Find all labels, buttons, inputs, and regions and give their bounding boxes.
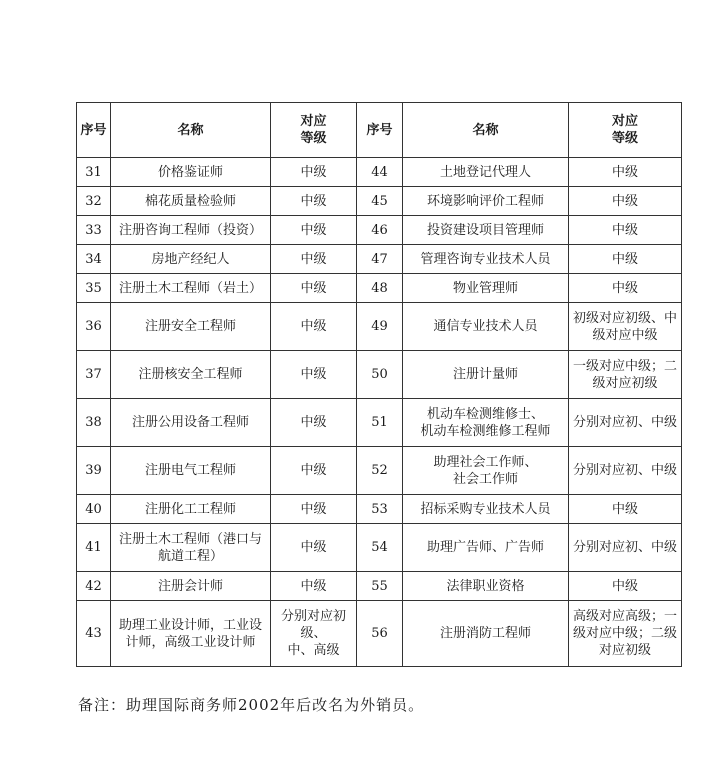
cell-name-2: 物业管理师 bbox=[403, 274, 569, 303]
cell-name-2: 机动车检测维修士、 机动车检测维修工程师 bbox=[403, 399, 569, 447]
cell-name: 注册公用设备工程师 bbox=[111, 399, 271, 447]
cell-name: 注册咨询工程师（投资） bbox=[111, 216, 271, 245]
cell-name: 注册电气工程师 bbox=[111, 447, 271, 495]
cell-index-2: 53 bbox=[357, 495, 403, 524]
cell-name: 注册土木工程师（港口与 航道工程） bbox=[111, 524, 271, 572]
cell-name-2: 助理广告师、广告师 bbox=[403, 524, 569, 572]
cell-index: 33 bbox=[77, 216, 111, 245]
cell-level-2: 分别对应初、中级 bbox=[569, 447, 682, 495]
cell-index-2: 49 bbox=[357, 303, 403, 351]
qualification-table bbox=[76, 102, 682, 667]
cell-level: 分别对应初级、 中、高级 bbox=[271, 601, 357, 667]
cell-level: 中级 bbox=[271, 524, 357, 572]
cell-name: 注册化工工程师 bbox=[111, 495, 271, 524]
cell-index-2: 50 bbox=[357, 351, 403, 399]
cell-index-2: 56 bbox=[357, 601, 403, 667]
header-level: 对应 等级 bbox=[271, 103, 357, 158]
cell-index-2: 46 bbox=[357, 216, 403, 245]
cell-level-2: 高级对应高级；一 级对应中级；二级 对应初级 bbox=[569, 601, 682, 667]
header-name: 名称 bbox=[111, 103, 271, 158]
cell-level-2: 中级 bbox=[569, 495, 682, 524]
table-row bbox=[77, 399, 682, 447]
cell-index: 39 bbox=[77, 447, 111, 495]
header-index-2: 序号 bbox=[357, 103, 403, 158]
cell-level-2: 中级 bbox=[569, 187, 682, 216]
cell-level: 中级 bbox=[271, 303, 357, 351]
cell-name-2: 通信专业技术人员 bbox=[403, 303, 569, 351]
cell-level-2: 分别对应初、中级 bbox=[569, 399, 682, 447]
table-row bbox=[77, 447, 682, 495]
table-row bbox=[77, 274, 682, 303]
cell-name-2: 投资建设项目管理师 bbox=[403, 216, 569, 245]
cell-level-2: 一级对应中级；二 级对应初级 bbox=[569, 351, 682, 399]
cell-name: 房地产经纪人 bbox=[111, 245, 271, 274]
table-row bbox=[77, 495, 682, 524]
cell-name: 助理工业设计师，工业设 计师，高级工业设计师 bbox=[111, 601, 271, 667]
cell-name-2: 土地登记代理人 bbox=[403, 158, 569, 187]
header-index: 序号 bbox=[77, 103, 111, 158]
cell-level-2: 初级对应初级、中 级对应中级 bbox=[569, 303, 682, 351]
cell-level: 中级 bbox=[271, 245, 357, 274]
table-row bbox=[77, 601, 682, 667]
cell-index: 35 bbox=[77, 274, 111, 303]
cell-index-2: 54 bbox=[357, 524, 403, 572]
header-level-2: 对应 等级 bbox=[569, 103, 682, 158]
cell-name-2: 助理社会工作师、 社会工作师 bbox=[403, 447, 569, 495]
cell-name: 价格鉴证师 bbox=[111, 158, 271, 187]
cell-name-2: 法律职业资格 bbox=[403, 572, 569, 601]
cell-level: 中级 bbox=[271, 216, 357, 245]
cell-index: 43 bbox=[77, 601, 111, 667]
cell-index-2: 51 bbox=[357, 399, 403, 447]
cell-name-2: 注册计量师 bbox=[403, 351, 569, 399]
cell-name-2: 环境影响评价工程师 bbox=[403, 187, 569, 216]
footnote: 备注：助理国际商务师2002年后改名为外销员。 bbox=[78, 696, 425, 714]
cell-index: 31 bbox=[77, 158, 111, 187]
cell-index-2: 47 bbox=[357, 245, 403, 274]
cell-level: 中级 bbox=[271, 158, 357, 187]
cell-index: 37 bbox=[77, 351, 111, 399]
table-row bbox=[77, 158, 682, 187]
table-row bbox=[77, 187, 682, 216]
cell-level-2: 中级 bbox=[569, 274, 682, 303]
cell-level: 中级 bbox=[271, 399, 357, 447]
cell-level: 中级 bbox=[271, 572, 357, 601]
cell-index: 32 bbox=[77, 187, 111, 216]
table-row bbox=[77, 351, 682, 399]
cell-name-2: 注册消防工程师 bbox=[403, 601, 569, 667]
cell-level-2: 中级 bbox=[569, 572, 682, 601]
cell-index: 41 bbox=[77, 524, 111, 572]
cell-level: 中级 bbox=[271, 187, 357, 216]
table-row bbox=[77, 303, 682, 351]
header-name-2: 名称 bbox=[403, 103, 569, 158]
cell-level: 中级 bbox=[271, 351, 357, 399]
cell-index: 42 bbox=[77, 572, 111, 601]
cell-index-2: 52 bbox=[357, 447, 403, 495]
table-row bbox=[77, 572, 682, 601]
table-body bbox=[77, 158, 682, 667]
cell-level-2: 分别对应初、中级 bbox=[569, 524, 682, 572]
cell-index-2: 44 bbox=[357, 158, 403, 187]
table-row bbox=[77, 524, 682, 572]
cell-index: 38 bbox=[77, 399, 111, 447]
cell-name: 注册会计师 bbox=[111, 572, 271, 601]
table-row bbox=[77, 245, 682, 274]
cell-level-2: 中级 bbox=[569, 216, 682, 245]
cell-level: 中级 bbox=[271, 447, 357, 495]
cell-index-2: 55 bbox=[357, 572, 403, 601]
cell-name: 棉花质量检验师 bbox=[111, 187, 271, 216]
cell-name: 注册土木工程师（岩土） bbox=[111, 274, 271, 303]
cell-index: 36 bbox=[77, 303, 111, 351]
cell-index: 40 bbox=[77, 495, 111, 524]
table-header-row bbox=[77, 103, 682, 158]
cell-name-2: 招标采购专业技术人员 bbox=[403, 495, 569, 524]
cell-level: 中级 bbox=[271, 495, 357, 524]
cell-name: 注册安全工程师 bbox=[111, 303, 271, 351]
cell-name: 注册核安全工程师 bbox=[111, 351, 271, 399]
cell-level-2: 中级 bbox=[569, 245, 682, 274]
cell-level: 中级 bbox=[271, 274, 357, 303]
cell-index-2: 48 bbox=[357, 274, 403, 303]
cell-level-2: 中级 bbox=[569, 158, 682, 187]
cell-index: 34 bbox=[77, 245, 111, 274]
cell-index-2: 45 bbox=[357, 187, 403, 216]
table-row bbox=[77, 216, 682, 245]
cell-name-2: 管理咨询专业技术人员 bbox=[403, 245, 569, 274]
